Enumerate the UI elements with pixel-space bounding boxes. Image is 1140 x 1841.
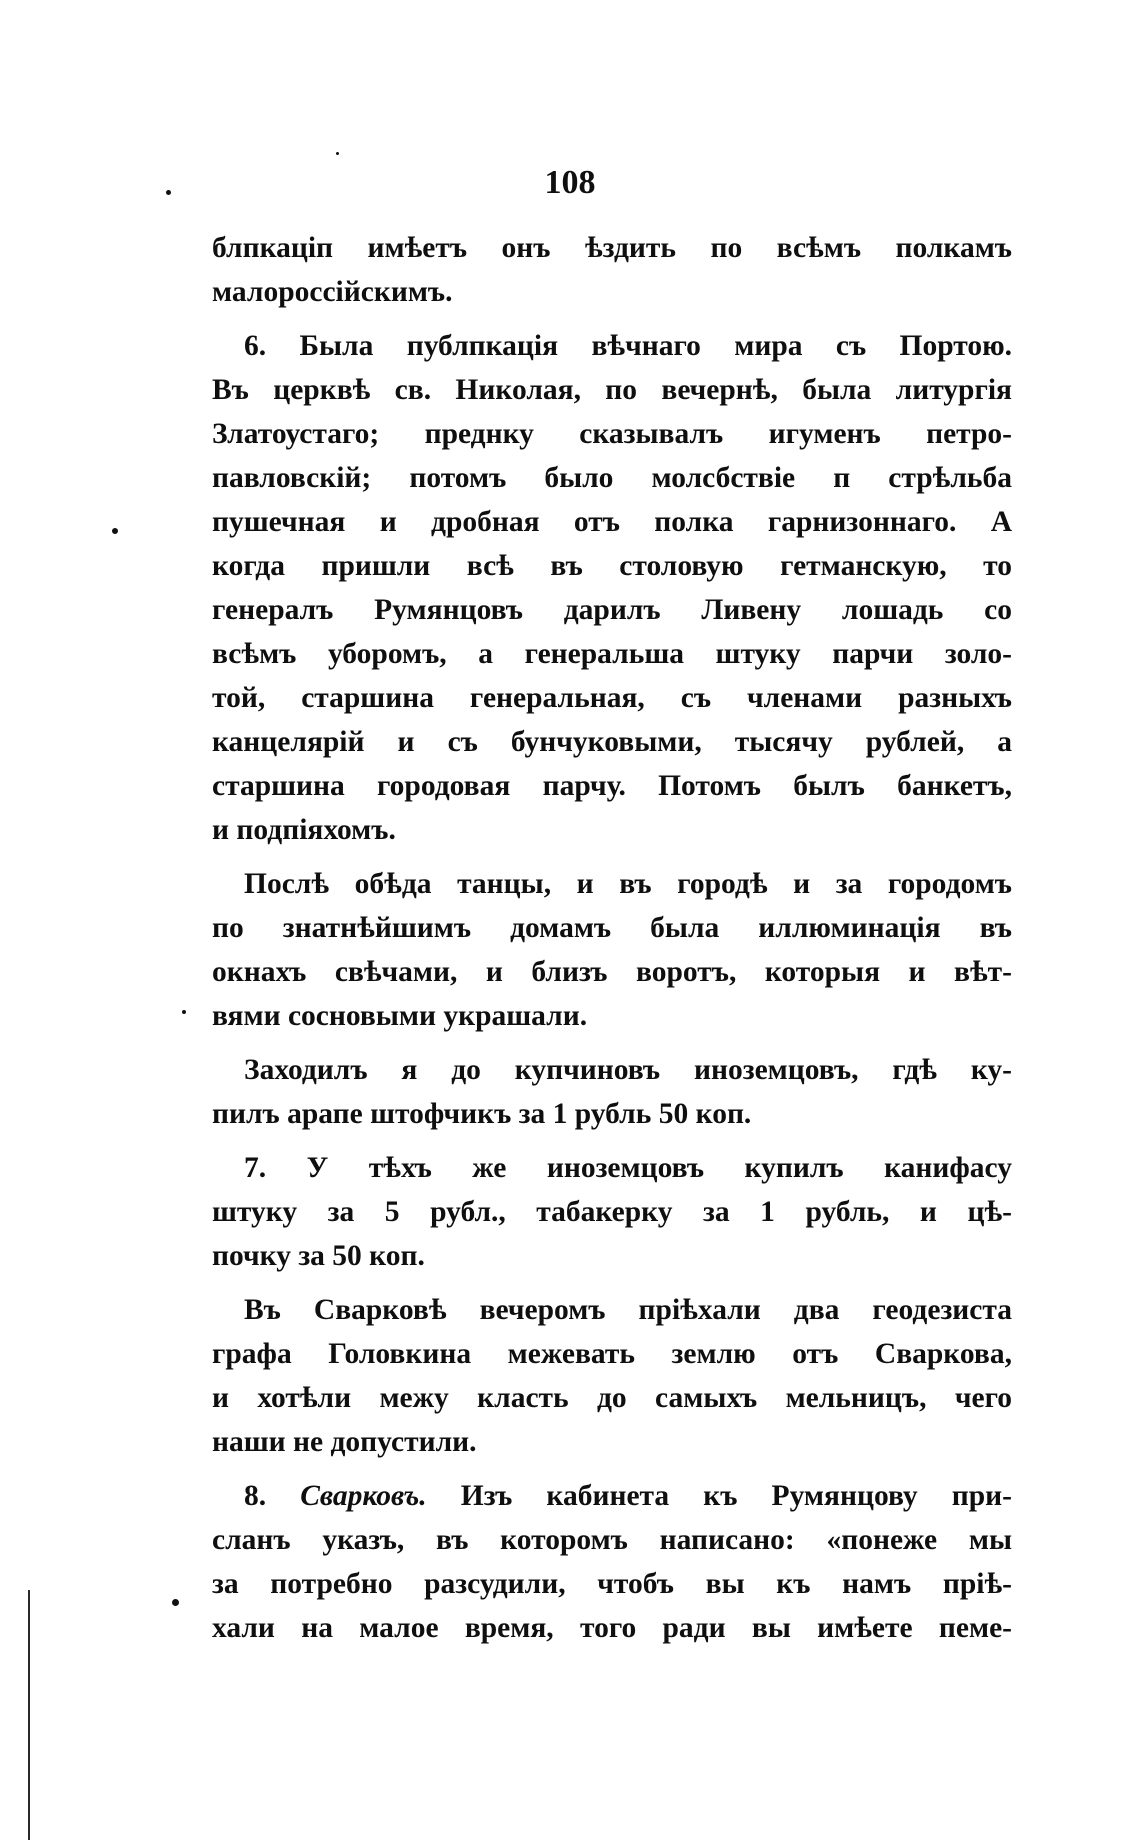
text-line: канцелярій и съ бунчуковыми, тысячу рублей, а	[212, 726, 1012, 758]
text-line: старшина городовая парчу. Потомъ былъ банкетъ,	[212, 770, 1012, 802]
text-line: за потребно разсудили, чтобъ вы къ намъ пріѣ-	[212, 1568, 1012, 1600]
text-line: вями сосновыми украшали.	[212, 1000, 588, 1032]
text-line: наши не допустили.	[212, 1426, 477, 1458]
text-line: малороссійскимъ.	[212, 276, 453, 308]
text-line: Заходилъ я до купчиновъ иноземцовъ, гдѣ ку-	[244, 1054, 1012, 1086]
scan-speck	[182, 1010, 186, 1014]
text-line: хали на малое время, того ради вы имѣете пеме-	[212, 1612, 1012, 1644]
scan-speck	[172, 1599, 179, 1606]
entry-text: Изъ кабинета къ Румянцову при-	[460, 1480, 1012, 1512]
text-line: Златоустаго; преднку сказывалъ игуменъ петро-	[212, 418, 1012, 450]
paragraph	[212, 1474, 1012, 1650]
text-line: всѣмъ уборомъ, а генеральша штуку парчи золо-	[212, 638, 1012, 670]
text-line: Въ Сварковѣ вечеромъ пріѣхали два геодезиста	[244, 1294, 1012, 1326]
text-line: почку за 50 коп.	[212, 1240, 425, 1272]
paragraph	[212, 862, 1012, 1038]
text-line: павловскій; потомъ было молсбствіе п стрѣльба	[212, 462, 1012, 494]
text-line: сланъ указъ, въ которомъ написано: «понеже мы	[212, 1524, 1012, 1556]
place-name: Сварковъ.	[300, 1480, 427, 1512]
paragraph	[212, 1146, 1012, 1278]
text-line: и хотѣли межу класть до самыхъ мельницъ, чего	[212, 1382, 1012, 1414]
text-line: по знатнѣйшимъ домамъ была иллюминація въ	[212, 912, 1012, 944]
page-number: 108	[544, 164, 596, 201]
paragraph	[212, 324, 1012, 852]
text-line: генералъ Румянцовъ дарилъ Ливену лошадь со	[212, 594, 1012, 626]
entry-number: 8.	[244, 1480, 267, 1512]
text-line: и подпіяхомъ.	[212, 814, 396, 846]
text-line: штуку за 5 рубл., табакерку за 1 рубль, и цѣ-	[212, 1196, 1012, 1228]
scan-speck	[112, 528, 118, 534]
text-line: графа Головкина межевать землю отъ Сваркова,	[212, 1338, 1012, 1370]
page-body	[212, 226, 1012, 1650]
text-line: пушечная и дробная отъ полка гарнизоннаго. А	[212, 506, 1012, 538]
text-line	[212, 1474, 1012, 1518]
text-line: пилъ арапе штофчикъ за 1 рубль 50 коп.	[212, 1098, 752, 1130]
paragraph	[212, 1288, 1012, 1464]
text-line: той, старшина генеральная, съ членами разныхъ	[212, 682, 1012, 714]
binding-edge	[28, 1590, 30, 1840]
paragraph	[212, 226, 1012, 314]
text-line: окнахъ свѣчами, и близъ воротъ, которыя и вѣт-	[212, 956, 1012, 988]
text-line: Послѣ обѣда танцы, и въ городѣ и за городомъ	[244, 868, 1012, 900]
text-line: блпкаціп имѣетъ онъ ѣздить по всѣмъ полкамъ	[212, 232, 1012, 264]
paragraph	[212, 1048, 1012, 1136]
text-line: 6. Была публпкація вѣчнаго мира съ Портою.	[244, 330, 1012, 362]
text-line: когда пришли всѣ въ столовую гетманскую, то	[212, 550, 1012, 582]
scan-speck	[166, 190, 171, 195]
text-line: Въ церквѣ св. Николая, по вечернѣ, была литургія	[212, 374, 1012, 406]
text-line: 7. У тѣхъ же иноземцовъ купилъ канифасу	[244, 1152, 1012, 1184]
scan-speck	[336, 152, 339, 155]
